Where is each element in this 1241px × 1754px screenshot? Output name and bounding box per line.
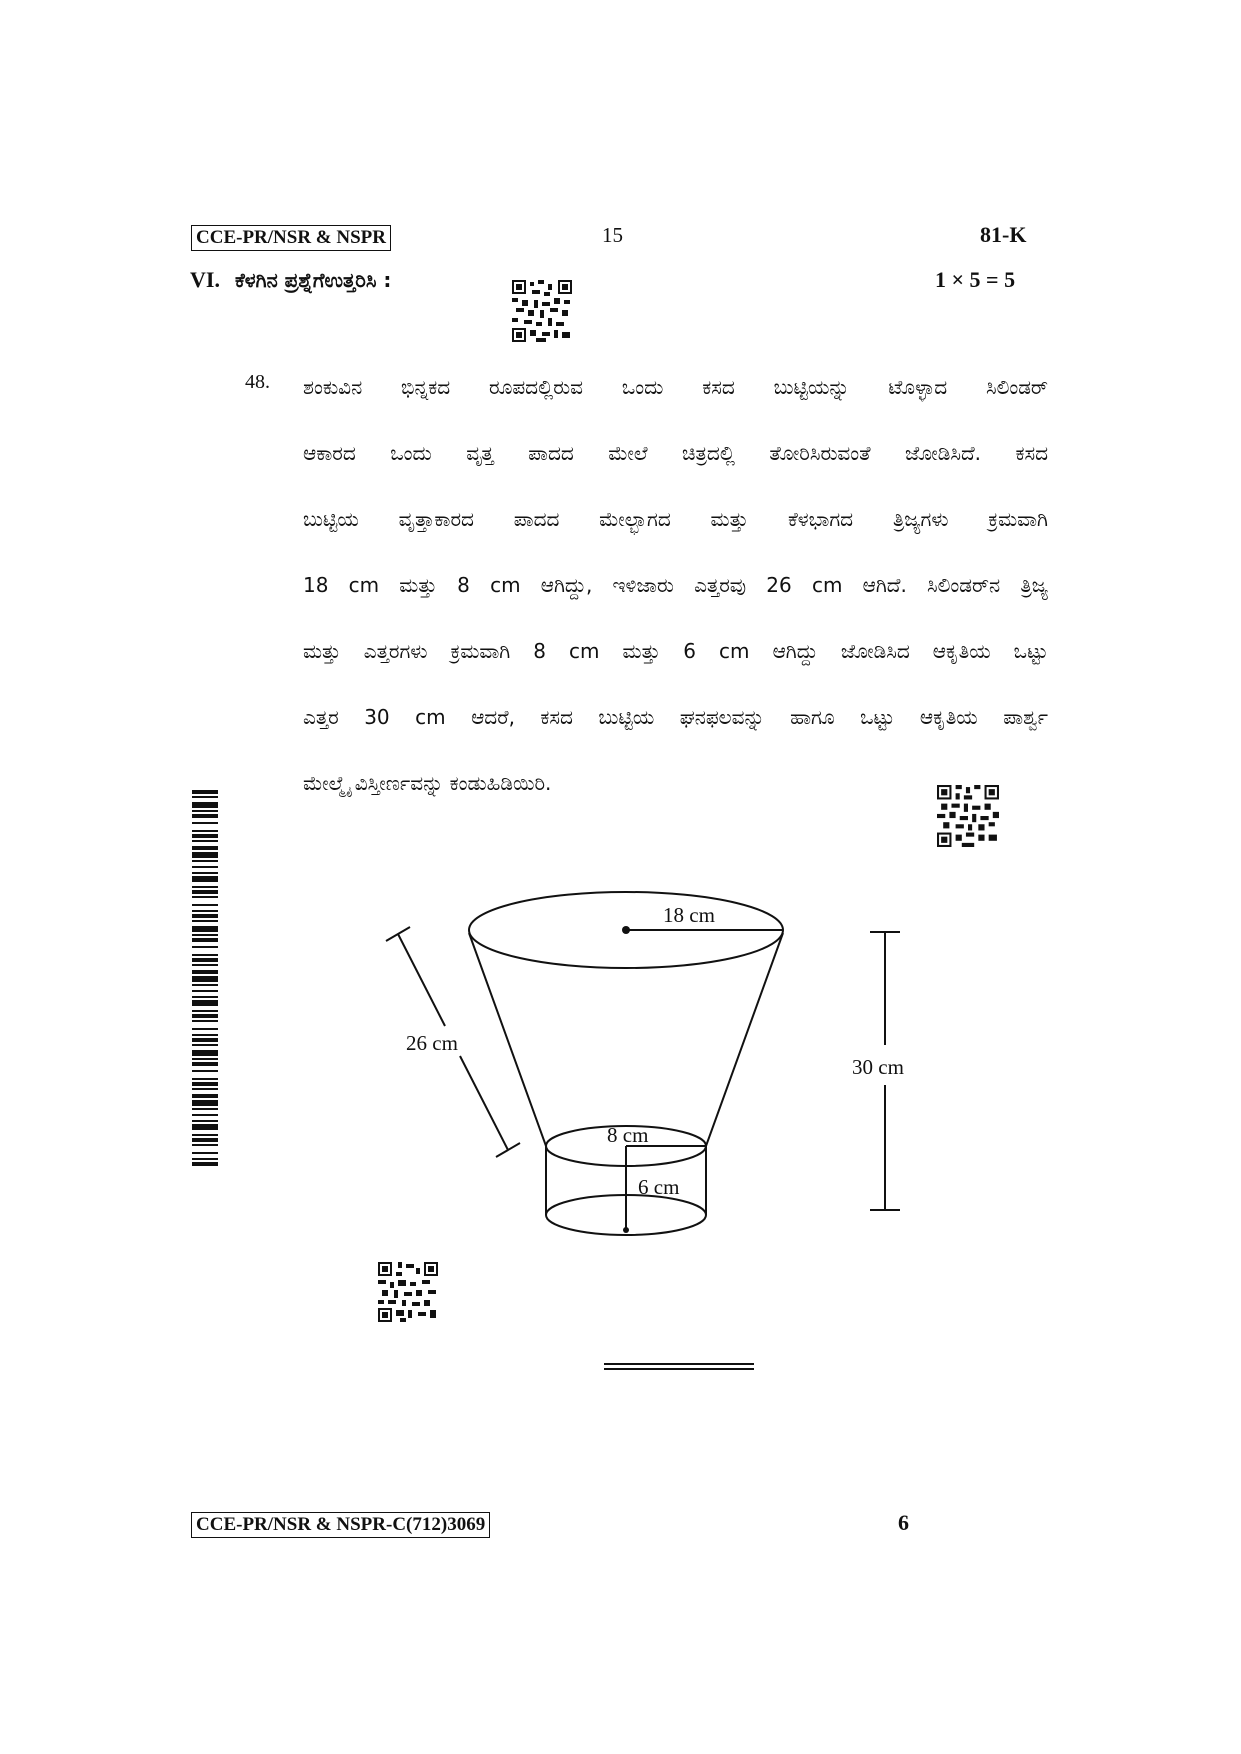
footer-page: 6 — [898, 1510, 909, 1535]
question-number: 48. — [245, 371, 270, 393]
header-page-number: 15 — [602, 223, 623, 247]
frustum-cylinder-figure — [350, 880, 950, 1260]
header-left-code: CCE-PR/NSR & NSPR — [191, 225, 391, 251]
frustum-right-side — [706, 933, 783, 1146]
top-center-dot — [622, 926, 630, 934]
slant-dimension-line-upper — [398, 934, 445, 1026]
cylinder-center-dot — [623, 1227, 629, 1233]
header-right-code: 81-K — [980, 222, 1027, 247]
slant-dimension-tick-bottom — [496, 1143, 520, 1157]
question-line: ಮತ್ತು ಎತ್ತರಗಳು ಕ್ರಮವಾಗಿ 8 cm ಮತ್ತು 6 cm ಆಗಿದ್ದು ಜೋಡಿಸಿದ ಆಕೃತಿಯ ಒಟ್ಟು — [303, 639, 1048, 663]
question-line: ಶಂಕುವಿನ ಭಿನ್ನಕದ ರೂಪದಲ್ಲಿರುವ ಒಂದು ಕಸದ ಬುಟ್ಟಿಯನ್ನು ಟೊಳ್ಳಾದ ಸಿಲಿಂಡರ್ — [303, 375, 1048, 399]
slant-dimension-line-lower — [460, 1056, 508, 1150]
question-line: ಆಕಾರದ ಒಂದು ವೃತ್ತ ಪಾದದ ಮೇಲೆ ಚಿತ್ರದಲ್ಲಿ ತೋರಿಸಿರುವಂತೆ ಜೋಡಿಸಿದೆ. ಕಸದ — [303, 441, 1048, 465]
cylinder-radius-label: 8 cm — [607, 1123, 649, 1147]
slant-dimension-tick-top — [386, 927, 410, 941]
question-line: ಮೇಲ್ಮೈ ವಿಸ್ತೀರ್ಣವನ್ನು ಕಂಡುಹಿಡಿಯಿರಿ. — [303, 771, 552, 795]
section-marks: 1 × 5 = 5 — [935, 267, 1016, 292]
top-radius-label: 18 cm — [663, 903, 715, 927]
question-line: 18 cm ಮತ್ತು 8 cm ಆಗಿದ್ದು, ಇಳಿಜಾರು ಎತ್ತರವು 26 cm ಆಗಿದೆ. ಸಿಲಿಂಡರ್‌ನ ತ್ರಿಜ್ಯ — [303, 573, 1048, 597]
frustum-left-side — [469, 933, 546, 1146]
slant-height-label: 26 cm — [406, 1031, 458, 1055]
qr-code-icon — [937, 785, 999, 847]
end-rule-bottom — [604, 1368, 754, 1370]
cylinder-height-label: 6 cm — [638, 1175, 680, 1199]
section-instruction: ಕೆಳಗಿನ ಪ್ರಶ್ನೆಗೆಉತ್ತರಿಸಿ : — [235, 268, 392, 292]
section-number: VI. — [190, 267, 220, 292]
total-height-label: 30 cm — [852, 1055, 904, 1079]
question-line: ಎತ್ತರ 30 cm ಆದರೆ, ಕಸದ ಬುಟ್ಟಿಯ ಘನಫಲವನ್ನು ಹಾಗೂ ಒಟ್ಟು ಆಕೃತಿಯ ಪಾರ್ಶ್ವ — [303, 705, 1048, 729]
end-rule-top — [604, 1363, 754, 1365]
barcode-icon — [192, 790, 218, 1168]
footer-code: CCE-PR/NSR & NSPR-C(712)3069 — [191, 1512, 490, 1538]
qr-code-icon — [378, 1262, 438, 1322]
qr-code-icon — [512, 280, 572, 342]
question-line: ಬುಟ್ಟಿಯ ವೃತ್ತಾಕಾರದ ಪಾದದ ಮೇಲ್ಭಾಗದ ಮತ್ತು ಕೆಳಭಾಗದ ತ್ರಿಜ್ಯಗಳು ಕ್ರಮವಾಗಿ — [303, 507, 1048, 531]
